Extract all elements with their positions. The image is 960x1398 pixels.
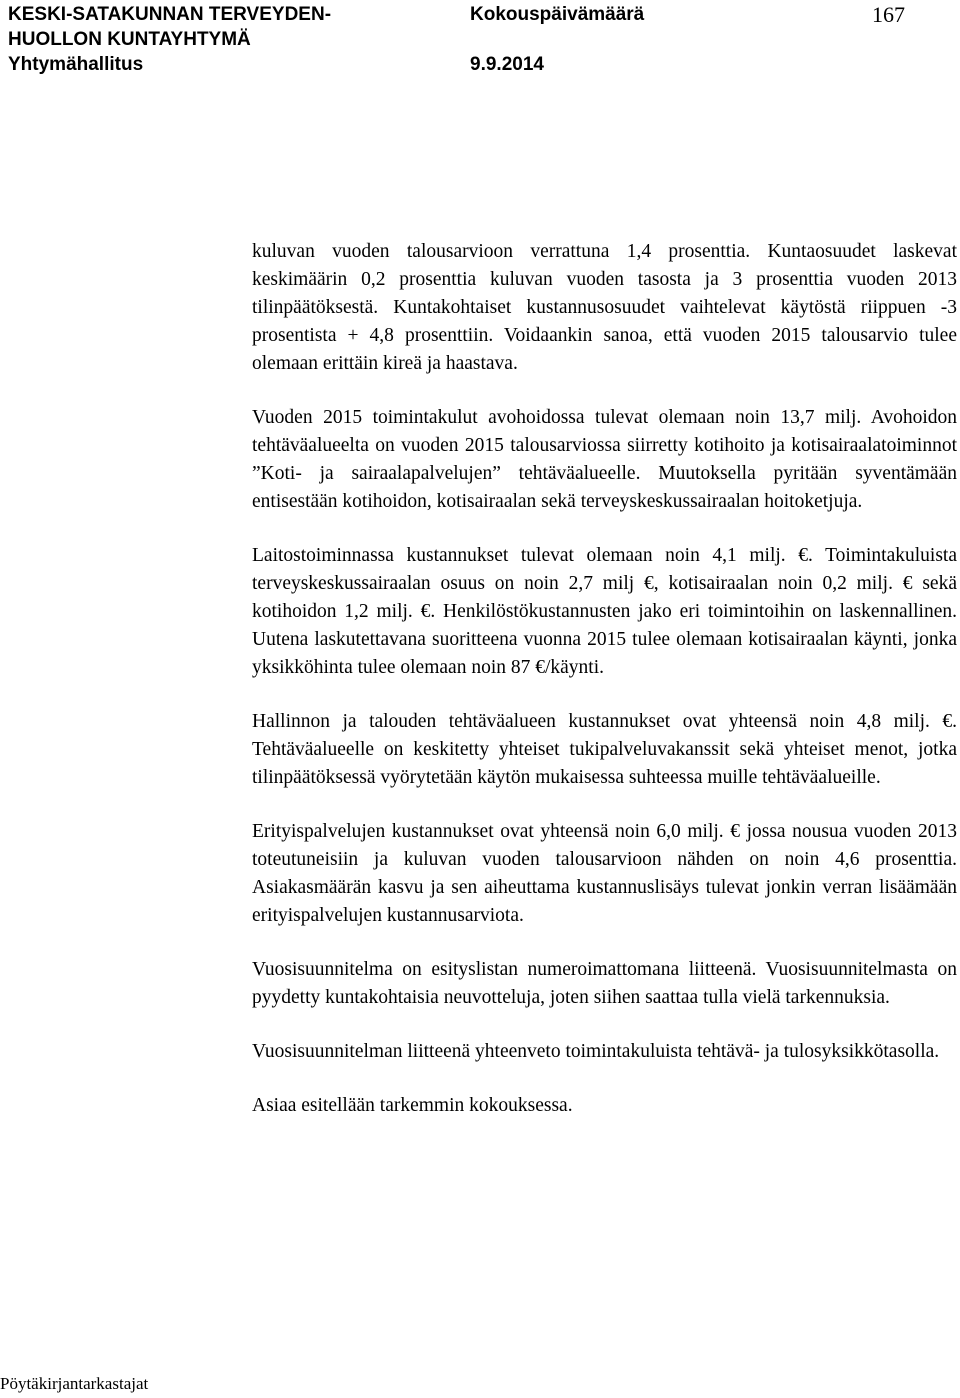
page-number: 167 [872,2,905,27]
page-header [0,0,960,80]
body-name: Yhtymähallitus [8,54,144,75]
paragraph: Vuosisuunnitelman liitteenä yhteenveto toimintakuluista tehtävä- ja tulosyksikkötasolla. [252,1041,940,1062]
meeting-date-block [470,2,644,77]
paragraph: Hallinnon ja talouden tehtäväalueen kustannukset ovat yhteensä noin 4,8 milj. €. Tehtäväalueelle on keskitetty yhteiset tukipalveluvakanssit sekä yhteiset menot, jotka tilinpäätöksessä vyörytetään käytön mukaisessa suhteessa muille tehtäväalueille. [252,711,957,788]
paragraph: Erityispalvelujen kustannukset ovat yhteensä noin 6,0 milj. € jossa nousua vuoden 2013 toteutuneisiin ja kuluvan vuoden talousarvioon nähden on noin 4,6 prosenttia. Asiakasmäärän kasvu ja sen aiheuttama kustannuslisäys tulevat jonkin verran lisäämään erityispalvelujen kustannusarviota. [252,821,957,926]
paragraph: kuluvan vuoden talousarvioon verrattuna 1,4 prosenttia. Kuntaosuudet laskevat keskimäärin 0,2 prosenttia kuluvan vuoden tasosta ja 3 prosenttia vuoden 2013 tilinpäätöksestä. Kuntakohtaiset kustannusosuudet vaihtelevat käytöstä riippuen -3 prosentista + 4,8 prosenttiin. Voidaankin sanoa, että vuoden 2015 talousarvio tulee olemaan erittäin kireä ja haastava. [252,241,957,374]
organization-name-line2: HUOLLON KUNTAYHTYMÄ [8,29,251,50]
paragraph: Vuosisuunnitelma on esityslistan numeroimattomana liitteenä. Vuosisuunnitelmasta on pyydetty kuntakohtaisia neuvotteluja, joten siihen saattaa tulla vielä tarkennuksia. [252,959,957,1008]
footer-label: Pöytäkirjantarkastajat [0,1374,149,1393]
paragraph: Vuoden 2015 toimintakulut avohoidossa tulevat olemaan noin 13,7 milj. Avohoidon tehtäväalueelta on vuoden 2015 talousarviossa siirretty kotihoito ja kotisairaalatoiminnot ”Koti- ja sairaalapalvelujen” tehtäväalueelle. Muutoksella pyritään syventämään entisestään kotihoidon, kotisairaalan sekä terveyskeskussairaalan hoitoketjuja. [252,407,957,512]
meeting-date-label: Kokouspäivämäärä [470,4,645,25]
organization-name-line1: KESKI-SATAKUNNAN TERVEYDEN- [8,4,332,25]
paragraph: Laitostoiminnassa kustannukset tulevat olemaan noin 4,1 milj. €. Toimintakuluista terveyskeskussairaalan osuus on noin 2,7 milj €, kotisairaalan noin 0,2 milj. € sekä kotihoidon 1,2 milj. €. Henkilöstökustannusten jako eri toimintoihin on laskennallinen. Uutena laskutettavana suoritteena vuonna 2015 tulee olemaan kotisairaalan käynti, jonka yksikköhinta tulee olemaan noin 87 €/käynti. [252,545,957,678]
organization-block [8,2,331,77]
paragraph: Asiaa esitellään tarkemmin kokouksessa. [252,1095,573,1116]
meeting-date-value: 9.9.2014 [470,54,544,75]
document-body [252,238,957,1146]
